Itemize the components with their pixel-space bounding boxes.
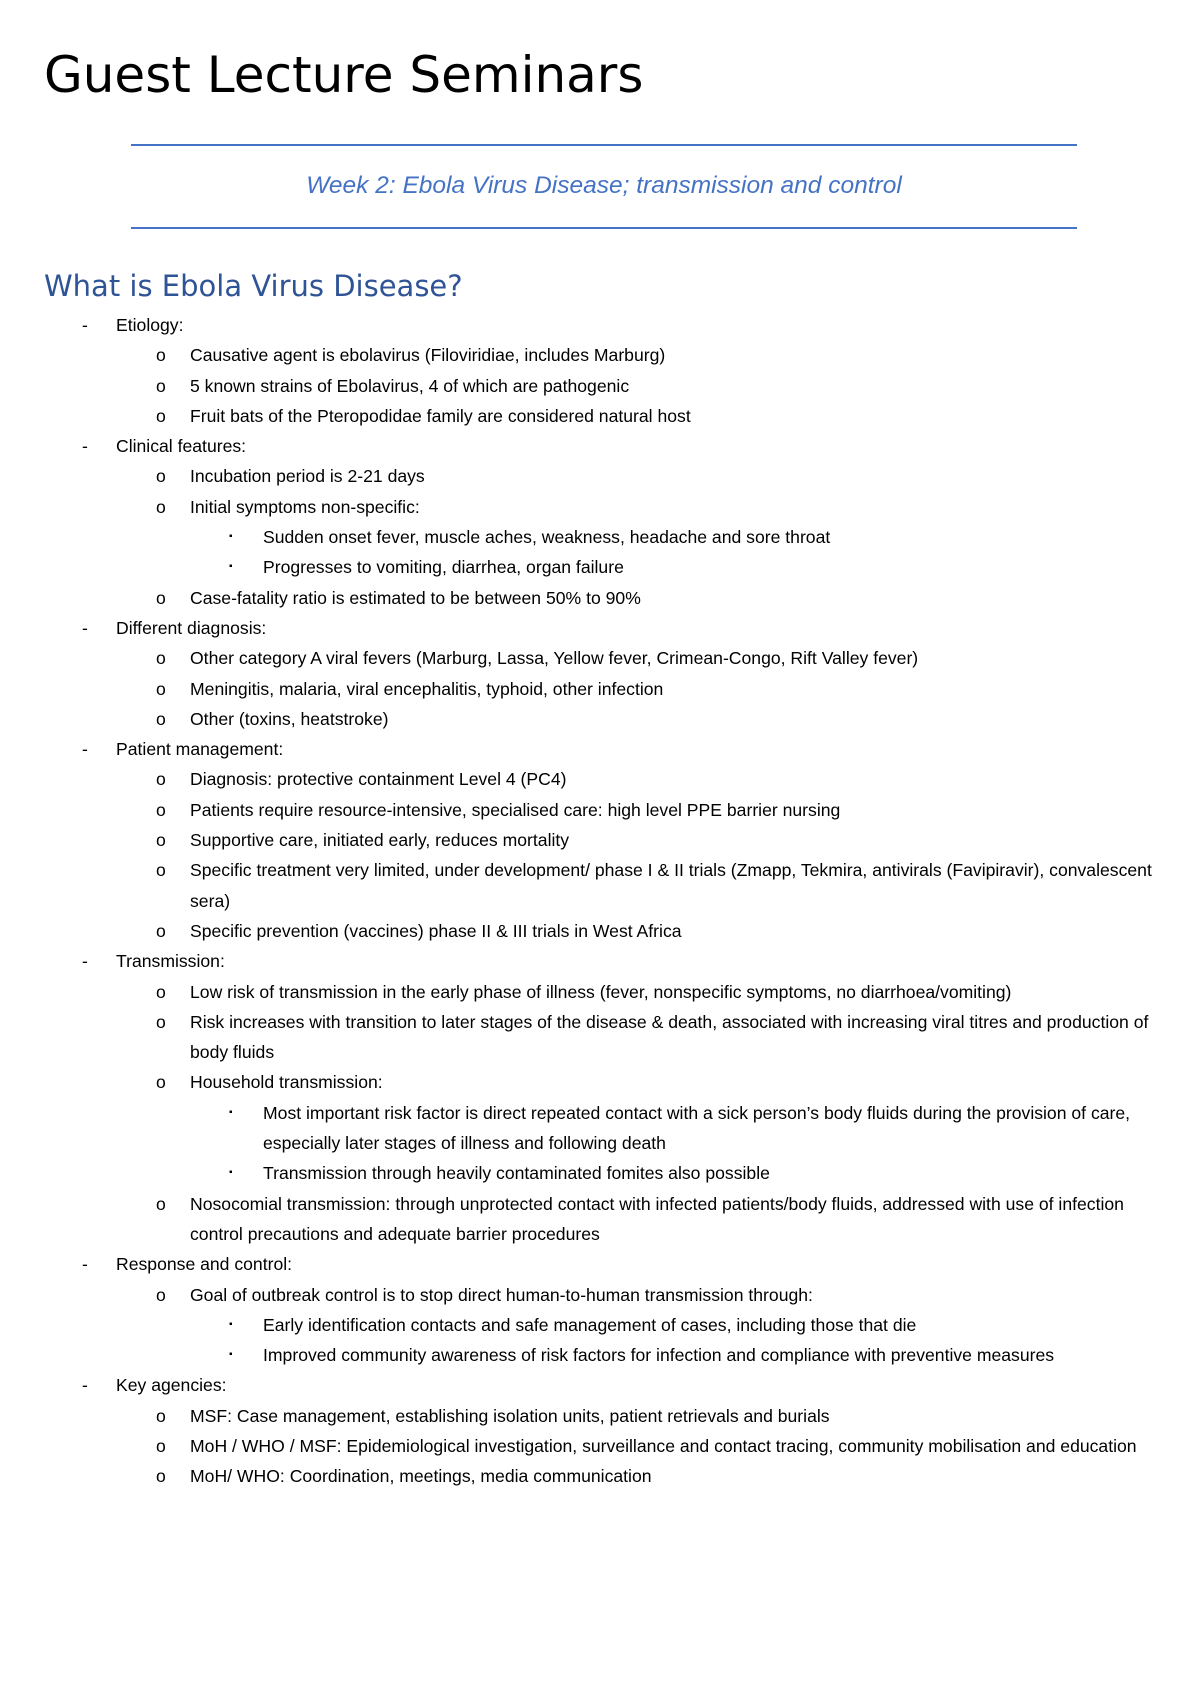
list-marker: o bbox=[156, 375, 166, 396]
outline-subitem bbox=[0, 916, 1200, 946]
outline-subitem bbox=[0, 764, 1200, 794]
list-item-text: Supportive care, initiated early, reduces mortality bbox=[190, 830, 570, 851]
list-marker: ▪ bbox=[229, 531, 233, 543]
outline-topic bbox=[0, 613, 1200, 643]
list-item-text: Low risk of transmission in the early phase of illness (fever, nonspecific symptoms, no diarrhoea/vomiting) bbox=[190, 981, 1012, 1002]
outline-subitem bbox=[0, 401, 1200, 431]
outline-topic bbox=[0, 431, 1200, 461]
list-marker: o bbox=[156, 648, 166, 669]
list-marker: ▪ bbox=[229, 1318, 233, 1330]
outline-subitem bbox=[0, 461, 1200, 491]
list-item-text: Causative agent is ebolavirus (Filoviridiae, includes Marburg) bbox=[190, 345, 666, 366]
list-item-text: Other (toxins, heatstroke) bbox=[190, 708, 389, 729]
outline-topic bbox=[0, 1370, 1200, 1400]
page-subtitle: Week 2: Ebola Virus Disease; transmission and control bbox=[306, 172, 902, 199]
outline-subitem bbox=[0, 371, 1200, 401]
outline-subitem bbox=[0, 825, 1200, 855]
list-item-text: 5 known strains of Ebolavirus, 4 of which are pathogenic bbox=[190, 375, 630, 396]
list-item-text: Key agencies: bbox=[116, 1375, 227, 1396]
outline-subitem bbox=[0, 1007, 1200, 1068]
outline-subitem bbox=[0, 1461, 1200, 1491]
list-marker: o bbox=[156, 1072, 166, 1093]
subtitle-bottom-rule bbox=[131, 227, 1077, 229]
list-marker: o bbox=[156, 1011, 166, 1032]
list-item-text: Progresses to vomiting, diarrhea, organ failure bbox=[263, 557, 624, 578]
list-marker: o bbox=[156, 345, 166, 366]
page-title: Guest Lecture Seminars bbox=[44, 46, 644, 104]
outline-detail bbox=[0, 1158, 1200, 1188]
list-item-text: Patients require resource-intensive, specialised care: high level PPE barrier nursing bbox=[190, 799, 841, 820]
outline-subitem bbox=[0, 1431, 1200, 1461]
list-item-text: Transmission: bbox=[116, 951, 225, 972]
list-marker: o bbox=[156, 1405, 166, 1426]
outline-subitem bbox=[0, 1189, 1200, 1250]
subtitle-top-rule bbox=[131, 144, 1077, 146]
list-marker: o bbox=[156, 769, 166, 790]
list-marker: ▪ bbox=[229, 561, 233, 573]
list-item-text: Incubation period is 2-21 days bbox=[190, 466, 425, 487]
list-item-text: Most important risk factor is direct repeated contact with a sick person’s body fluids during the provision of care, especially later stages of illness and following death bbox=[263, 1102, 1131, 1154]
outline-subitem bbox=[0, 340, 1200, 370]
list-marker: - bbox=[82, 951, 88, 972]
list-item-text: Fruit bats of the Pteropodidae family are considered natural host bbox=[190, 405, 691, 426]
list-marker: o bbox=[156, 587, 166, 608]
list-marker: o bbox=[156, 496, 166, 517]
list-item-text: Specific prevention (vaccines) phase II & III trials in West Africa bbox=[190, 920, 682, 941]
outline-subitem bbox=[0, 674, 1200, 704]
list-item-text: Early identification contacts and safe management of cases, including those that die bbox=[263, 1314, 917, 1335]
outline-topic bbox=[0, 946, 1200, 976]
list-marker: - bbox=[82, 1375, 88, 1396]
list-marker: - bbox=[82, 617, 88, 638]
list-item-text: Sudden onset fever, muscle aches, weakness, headache and sore throat bbox=[263, 527, 831, 548]
outline-subitem bbox=[0, 1067, 1200, 1097]
outline-topic bbox=[0, 734, 1200, 764]
list-item-text: Household transmission: bbox=[190, 1072, 383, 1093]
outline-detail bbox=[0, 552, 1200, 582]
list-item-text: MoH/ WHO: Coordination, meetings, media communication bbox=[190, 1466, 652, 1487]
list-item-text: Specific treatment very limited, under development/ phase I & II trials (Zmapp, Tekmira, antivirals (Favipiravir), convalescent sera) bbox=[190, 860, 1152, 911]
list-item-text: Improved community awareness of risk factors for infection and compliance with preventive measures bbox=[263, 1345, 1055, 1366]
list-marker: o bbox=[156, 466, 166, 487]
outline-topic bbox=[0, 310, 1200, 340]
outline-subitem bbox=[0, 704, 1200, 734]
list-marker: o bbox=[156, 1284, 166, 1305]
list-marker: o bbox=[156, 830, 166, 851]
list-marker: o bbox=[156, 920, 166, 941]
list-item-text: Initial symptoms non-specific: bbox=[190, 496, 420, 517]
list-item-text: Meningitis, malaria, viral encephalitis, typhoid, other infection bbox=[190, 678, 664, 699]
outline-list bbox=[0, 310, 1200, 1492]
list-marker: o bbox=[156, 405, 166, 426]
list-item-text: Different diagnosis: bbox=[116, 617, 267, 638]
list-marker: o bbox=[156, 678, 166, 699]
list-item-text: Patient management: bbox=[116, 739, 284, 760]
list-item-text: MoH / WHO / MSF: Epidemiological investigation, surveillance and contact tracing, community mobilisation and education bbox=[190, 1435, 1137, 1456]
outline-detail bbox=[0, 522, 1200, 552]
list-item-text: MSF: Case management, establishing isolation units, patient retrievals and burials bbox=[190, 1405, 830, 1426]
outline-subitem bbox=[0, 643, 1200, 673]
list-item-text: Transmission through heavily contaminated fomites also possible bbox=[263, 1163, 770, 1184]
outline-topic bbox=[0, 1249, 1200, 1279]
list-item-text: Goal of outbreak control is to stop direct human-to-human transmission through: bbox=[190, 1284, 813, 1305]
list-marker: ▪ bbox=[229, 1349, 233, 1361]
section-heading: What is Ebola Virus Disease? bbox=[44, 269, 463, 303]
outline-subitem bbox=[0, 795, 1200, 825]
list-marker: o bbox=[156, 708, 166, 729]
list-marker: ▪ bbox=[229, 1106, 233, 1118]
list-marker: ▪ bbox=[229, 1167, 233, 1179]
list-marker: - bbox=[82, 315, 88, 335]
list-marker: o bbox=[156, 860, 166, 881]
outline-detail bbox=[0, 1340, 1200, 1370]
outline-detail bbox=[0, 1310, 1200, 1340]
list-marker: o bbox=[156, 799, 166, 820]
list-item-text: Etiology: bbox=[116, 315, 184, 335]
list-item-text: Nosocomial transmission: through unprotected contact with infected patients/body fluids, addressed with use of infection control precautions and adequate barrier procedures bbox=[190, 1193, 1124, 1244]
outline-subitem bbox=[0, 1401, 1200, 1431]
list-item-text: Other category A viral fevers (Marburg, Lassa, Yellow fever, Crimean-Congo, Rift Valley fever) bbox=[190, 648, 919, 669]
list-marker: - bbox=[82, 1254, 88, 1275]
list-item-text: Response and control: bbox=[116, 1254, 293, 1275]
outline-subitem bbox=[0, 492, 1200, 522]
outline-subitem bbox=[0, 855, 1200, 916]
list-item-text: Risk increases with transition to later stages of the disease & death, associated with increasing viral titres and production of body fluids bbox=[190, 1011, 1149, 1063]
list-marker: - bbox=[82, 739, 88, 760]
list-marker: o bbox=[156, 1193, 166, 1214]
list-item-text: Diagnosis: protective containment Level 4 (PC4) bbox=[190, 769, 567, 790]
outline-subitem bbox=[0, 1280, 1200, 1310]
outline-subitem bbox=[0, 583, 1200, 613]
list-marker: o bbox=[156, 1435, 166, 1456]
list-item-text: Clinical features: bbox=[116, 436, 247, 457]
outline-detail bbox=[0, 1098, 1200, 1159]
list-marker: o bbox=[156, 981, 166, 1002]
outline-subitem bbox=[0, 977, 1200, 1007]
list-item-text: Case-fatality ratio is estimated to be between 50% to 90% bbox=[190, 587, 641, 608]
list-marker: o bbox=[156, 1466, 166, 1487]
list-marker: - bbox=[82, 436, 88, 457]
